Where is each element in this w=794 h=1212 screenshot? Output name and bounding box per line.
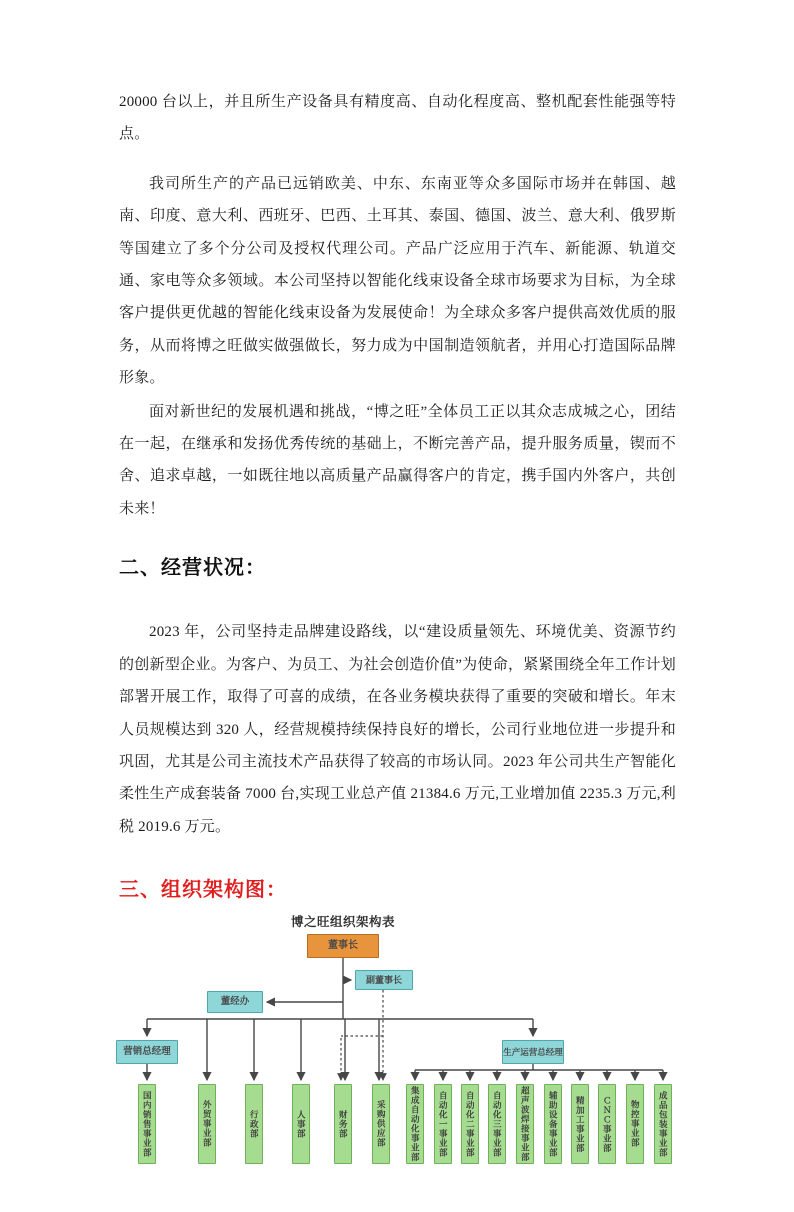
org-dept-box: 自动化二事业部 [461, 1084, 479, 1164]
org-dept-box: 自动化三事业部 [488, 1084, 506, 1164]
org-dept-box: 自动化一事业部 [434, 1084, 452, 1164]
org-dept-box: 采购供应部 [372, 1084, 390, 1164]
org-vice-chairman-box: 副董事长 [355, 970, 413, 990]
org-production-gm-box: 生产运营总经理 [502, 1040, 564, 1064]
paragraph-markets: 我司所生产的产品已远销欧美、中东、东南亚等众多国际市场并在韩国、越南、印度、意大利、西班牙、巴西、土耳其、泰国、德国、波兰、意大利、俄罗斯等国建立了多个分公司及授权代理公司。产品广泛应用于汽车、新能源、轨道交通、家电等众多领域。本公司坚持以智能化线束设备全球市场要求为目标，为全球客户提供更优越的智能化线束设备为发展使命！为全球众多客户提供高效优质的服务，从而将博之旺做实做强做长，努力成为中国制造领航者，并用心打造国际品牌形象。 [119, 175, 676, 387]
org-dept-box: 人事部 [292, 1084, 310, 1164]
org-dept-box: 集成自动化事业部 [406, 1084, 424, 1164]
paragraph-operations: 2023 年，公司坚持走品牌建设路线，以“建设质量领先、环境优美、资源节约的创新型企业。为客户、为员工、为社会创造价值”为使命，紧紧围绕全年工作计划部署开展工作，取得了可喜的成绩，在各业务模块获得了重要的突破和增长。年末人员规模达到 320 人，经营规模持续保持良好的增长，公司行业地位进一步提升和巩固，尤其是公司主流技术产品获得了较高的市场认同。2023 年公司共生产智能化柔性生产成套装备 7000 台,实现工业总产值 21384.6 万元,工业增加值 2235.3 万元,利税 2019.6 万元。 [119, 624, 676, 835]
org-chart [95, 910, 755, 1212]
org-dept-box: 物控事业部 [626, 1084, 644, 1164]
org-chart-title: 博之旺组织架构表 [290, 915, 395, 930]
org-connector-lines [95, 910, 755, 1212]
heading-operations: 二、经营状况： [119, 557, 266, 580]
org-gm-office-box: 董经办 [207, 991, 263, 1013]
org-marketing-gm-box: 营销总经理 [116, 1040, 178, 1064]
org-dept-box: 财务部 [334, 1084, 352, 1164]
org-dept-box: 行政部 [245, 1084, 263, 1164]
org-dept-box: 外贸事业部 [198, 1084, 216, 1164]
org-dept-box: 成品包装事业部 [654, 1084, 672, 1164]
org-dept-box: 精加工事业部 [571, 1084, 589, 1164]
paragraph-vision: 面对新世纪的发展机遇和挑战，“博之旺”全体员工正以其众志成城之心，团结在一起，在继承和发扬优秀传统的基础上，不断完善产品，提升服务质量，锲而不舍、追求卓越，一如既往地以高质量产品赢得客户的肯定，携手国内外客户，共创未来！ [119, 403, 676, 517]
org-dept-box: 国内销售事业部 [138, 1084, 156, 1164]
org-dept-box: 辅助设备事业部 [544, 1084, 562, 1164]
org-dept-box: ＣＮＣ事业部 [598, 1084, 616, 1164]
heading-orgchart: 三、组织架构图： [119, 879, 287, 902]
paragraph-continuation: 20000 台以上，并且所生产设备具有精度高、自动化程度高、整机配套性能强等特点。 [119, 94, 676, 143]
org-chairman-box: 董事长 [307, 934, 379, 958]
org-dept-box: 超声波焊接事业部 [516, 1084, 534, 1164]
